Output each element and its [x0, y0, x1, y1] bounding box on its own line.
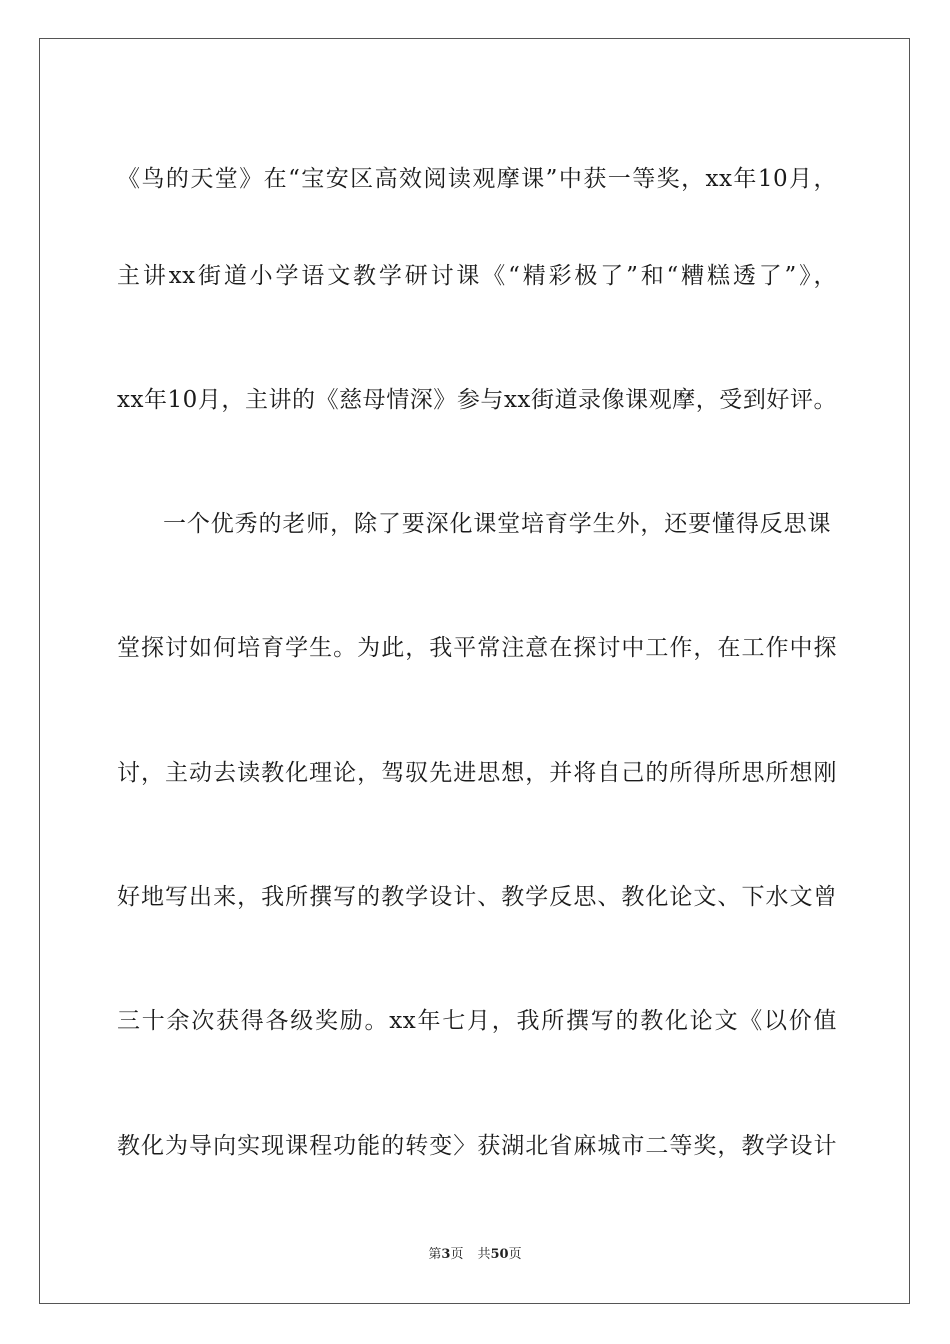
total-pages-number: 50: [490, 1247, 509, 1262]
text-line-7: 好地写出来，我所撰写的教学设计、教学反思、教化论文、下水文曾: [117, 884, 837, 910]
text-line-8: 三十余次获得各级奖励。xx年七月，我所撰写的教化论文《以价值: [117, 1008, 837, 1034]
page-border: [39, 38, 910, 1304]
page-footer: [0, 1246, 950, 1264]
text-line-1: 《鸟的天堂》在“宝安区高效阅读观摩课”中获一等奖，xx年10月，: [117, 166, 837, 192]
text-line-5: 堂探讨如何培育学生。为此，我平常注意在探讨中工作，在工作中探: [117, 635, 837, 661]
text-line-3: xx年10月，主讲的《慈母情深》参与xx街道录像课观摩，受到好评。: [117, 387, 837, 413]
text-line-9: 教化为导向实现课程功能的转变〉获湖北省麻城市二等奖，教学设计: [117, 1133, 837, 1159]
text-line-2: 主讲xx街道小学语文教学研讨课《“精彩极了”和“糟糕透了”》，: [117, 263, 837, 289]
paragraph-start-line: 一个优秀的老师，除了要深化课堂培育学生外，还要懂得反思课: [163, 511, 831, 537]
current-page-number: 3: [441, 1247, 451, 1262]
total-label-prefix: 共: [477, 1247, 491, 1262]
total-label-suffix: 页: [508, 1247, 522, 1262]
page-label-prefix: 第: [428, 1247, 442, 1262]
page-label-suffix: 页: [450, 1247, 464, 1262]
text-line-6: 讨，主动去读教化理论，驾驭先进思想，并将自己的所得所思所想刚: [117, 760, 837, 786]
